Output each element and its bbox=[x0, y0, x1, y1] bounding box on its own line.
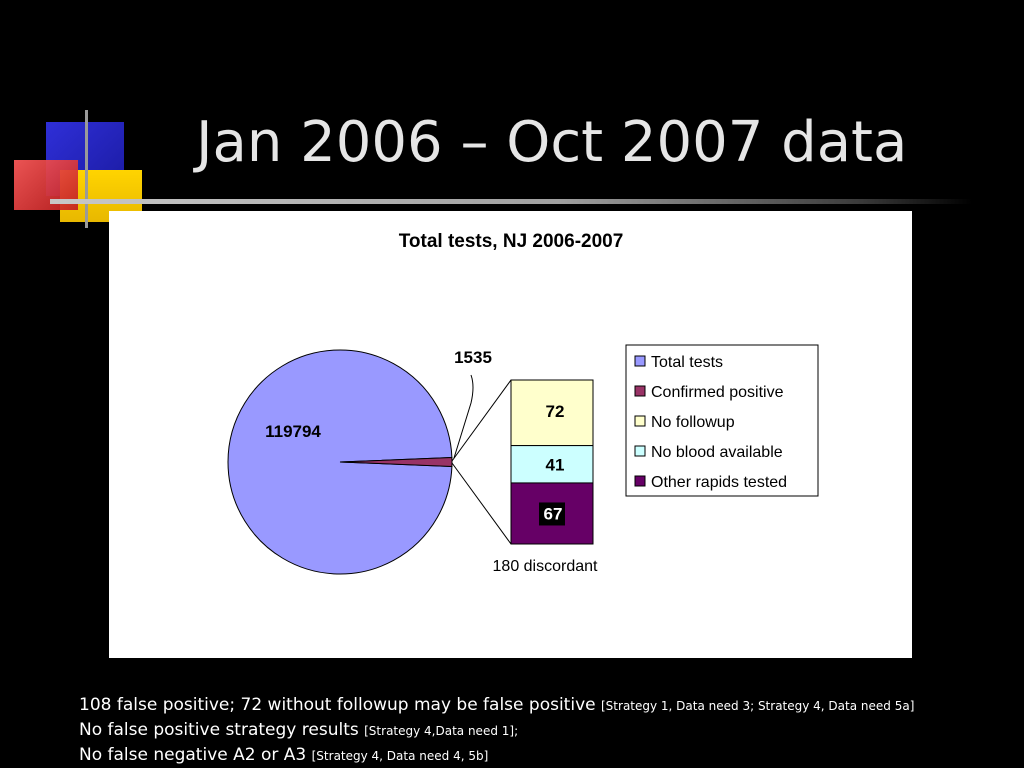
data-label-no-followup: 72 bbox=[545, 401, 565, 421]
slide-title: Jan 2006 – Oct 2007 data bbox=[196, 110, 908, 175]
note-reference: [Strategy 4,Data need 1]; bbox=[364, 724, 519, 738]
note-line bbox=[79, 718, 1009, 743]
legend-swatch-no-followup bbox=[635, 416, 645, 426]
note-text: No false positive strategy results bbox=[79, 720, 365, 740]
note-line bbox=[79, 743, 1009, 768]
data-label-total-tests: 119794 bbox=[265, 422, 321, 441]
legend-swatch-confirmed-positive bbox=[635, 386, 645, 396]
note-reference: [Strategy 4, Data need 4, 5b] bbox=[311, 749, 489, 763]
chart-panel bbox=[109, 211, 912, 658]
legend-label-total-tests: Total tests bbox=[651, 354, 724, 371]
legend-label-no-followup: No followup bbox=[651, 414, 735, 431]
chart-title: Total tests, NJ 2006-2007 bbox=[398, 231, 624, 252]
notes-block bbox=[79, 693, 1009, 768]
decor-vertical-line bbox=[85, 110, 88, 228]
note-text: No false negative A2 or A3 bbox=[79, 745, 312, 765]
data-label-other-rapids-tested: 67 bbox=[543, 504, 563, 524]
note-reference: [Strategy 1, Data need 3; Strategy 4, Data need 5a] bbox=[601, 699, 915, 713]
pie-chart bbox=[109, 211, 912, 658]
legend-label-other-rapids-tested: Other rapids tested bbox=[651, 474, 788, 491]
connector-line-bottom bbox=[452, 463, 511, 544]
connector-line-top bbox=[452, 380, 511, 461]
legend-swatch-no-blood-available bbox=[635, 446, 645, 456]
legend-label-confirmed-positive: Confirmed positive bbox=[651, 384, 784, 401]
note-line bbox=[79, 693, 1009, 718]
legend-swatch-other-rapids-tested bbox=[635, 476, 645, 486]
legend-swatch-total-tests bbox=[635, 356, 645, 366]
breakout-label: 180 discordant bbox=[492, 558, 598, 575]
note-text: 108 false positive; 72 without followup may be false positive bbox=[79, 695, 601, 715]
title-underline bbox=[50, 199, 972, 204]
data-label-no-blood-available: 41 bbox=[545, 455, 565, 475]
legend-label-no-blood-available: No blood available bbox=[651, 444, 783, 461]
data-label-confirmed-positive: 1535 bbox=[454, 348, 492, 367]
